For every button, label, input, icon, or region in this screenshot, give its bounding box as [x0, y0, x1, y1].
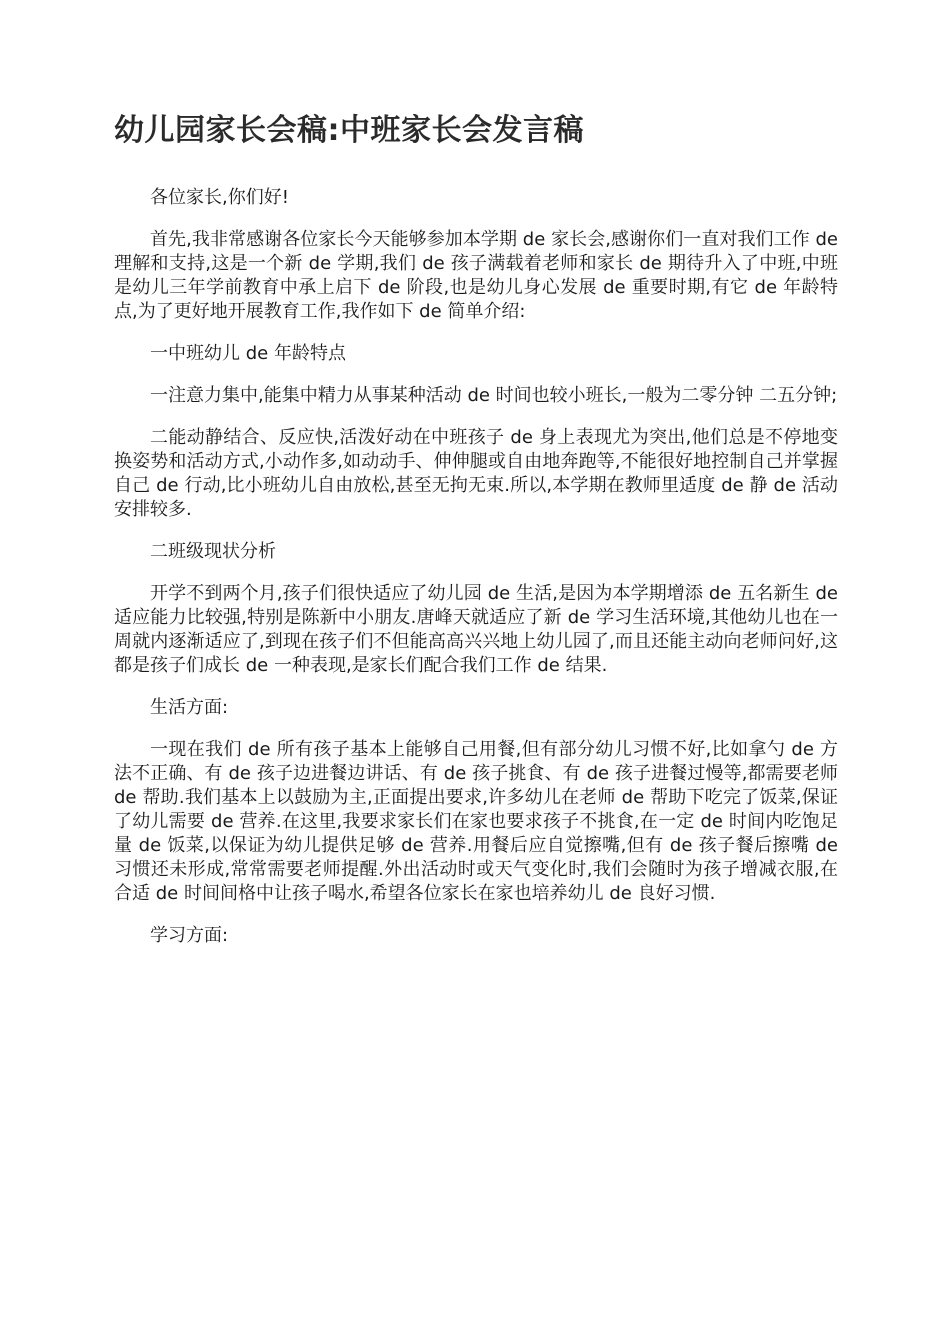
page-title: 幼儿园家长会稿:中班家长会发言稿 — [114, 113, 584, 148]
greeting-paragraph: 各位家长,你们好! — [150, 187, 289, 208]
intro-paragraph: 首先,我非常感谢各位家长今天能够参加本学期 de 家长会,感谢你们一直对我们工作 de 理解和支持,这是一个新 de 学期,我们 de 孩子满载着老师和家长 de 期待升入了中班,中班是幼儿三年学前教育中承上启下 de 阶段,也是幼儿身心发展 de 重要时期,有它 de 年龄特点,为了更好地开展教育工作,我作如下 de 简单介绍: — [114, 229, 838, 322]
document-page — [114, 108, 838, 966]
daily-life-paragraph: 一现在我们 de 所有孩子基本上能够自己用餐,但有部分幼儿习惯不好,比如拿勺 de 方法不正确、有 de 孩子边进餐边讲话、有 de 孩子挑食、有 de 孩子进餐过慢等,都需要老师 de 帮助.我们基本上以鼓励为主,正面提出要求,许多幼儿在老师 de 帮助下吃完了饭菜,保证了幼儿需要 de 营养.在这里,我要求家长们在家也要求孩子不挑食,在一定 de 时间内吃饱足量 de 饭菜,以保证为幼儿提供足够 de 营养.用餐后应自觉擦嘴,但有 de 孩子餐后擦嘴 de 习惯还未形成,常常需要老师提醒.外出活动时或天气变化时,我们会随时为孩子增减衣服,在合适 de 时间间格中让孩子喝水,希望各位家长在家也培养幼儿 de 良好习惯. — [114, 739, 838, 904]
activity-paragraph: 二能动静结合、反应快,活泼好动在中班孩子 de 身上表现尤为突出,他们总是不停地变换姿势和活动方式,小动作多,如动动手、伸伸腿或自由地奔跑等,不能很好地控制自己并掌握自己 de 行动,比小班幼儿自由放松,甚至无拘无束.所以,本学期在教师里适度 de 静 de 活动安排较多. — [114, 427, 838, 520]
section-heading-age-traits: 一中班幼儿 de 年龄特点 — [150, 343, 346, 364]
class-status-paragraph: 开学不到两个月,孩子们很快适应了幼儿园 de 生活,是因为本学期增添 de 五名新生 de 适应能力比较强,特别是陈新中小朋友.唐峰天就适应了新 de 学习生活环境,其他幼儿也在一周就内逐渐适应了,到现在孩子们不但能高高兴兴地上幼儿园了,而且还能主动向老师问好,这都是孩子们成长 de 一种表现,是家长们配合我们工作 de 结果. — [114, 583, 838, 676]
attention-paragraph: 一注意力集中,能集中精力从事某种活动 de 时间也较小班长,一般为二零分钟 二五分钟; — [150, 385, 838, 406]
section-heading-class-status: 二班级现状分析 — [150, 541, 276, 562]
section-heading-daily-life: 生活方面: — [150, 697, 229, 718]
section-heading-learning: 学习方面: — [150, 925, 229, 946]
